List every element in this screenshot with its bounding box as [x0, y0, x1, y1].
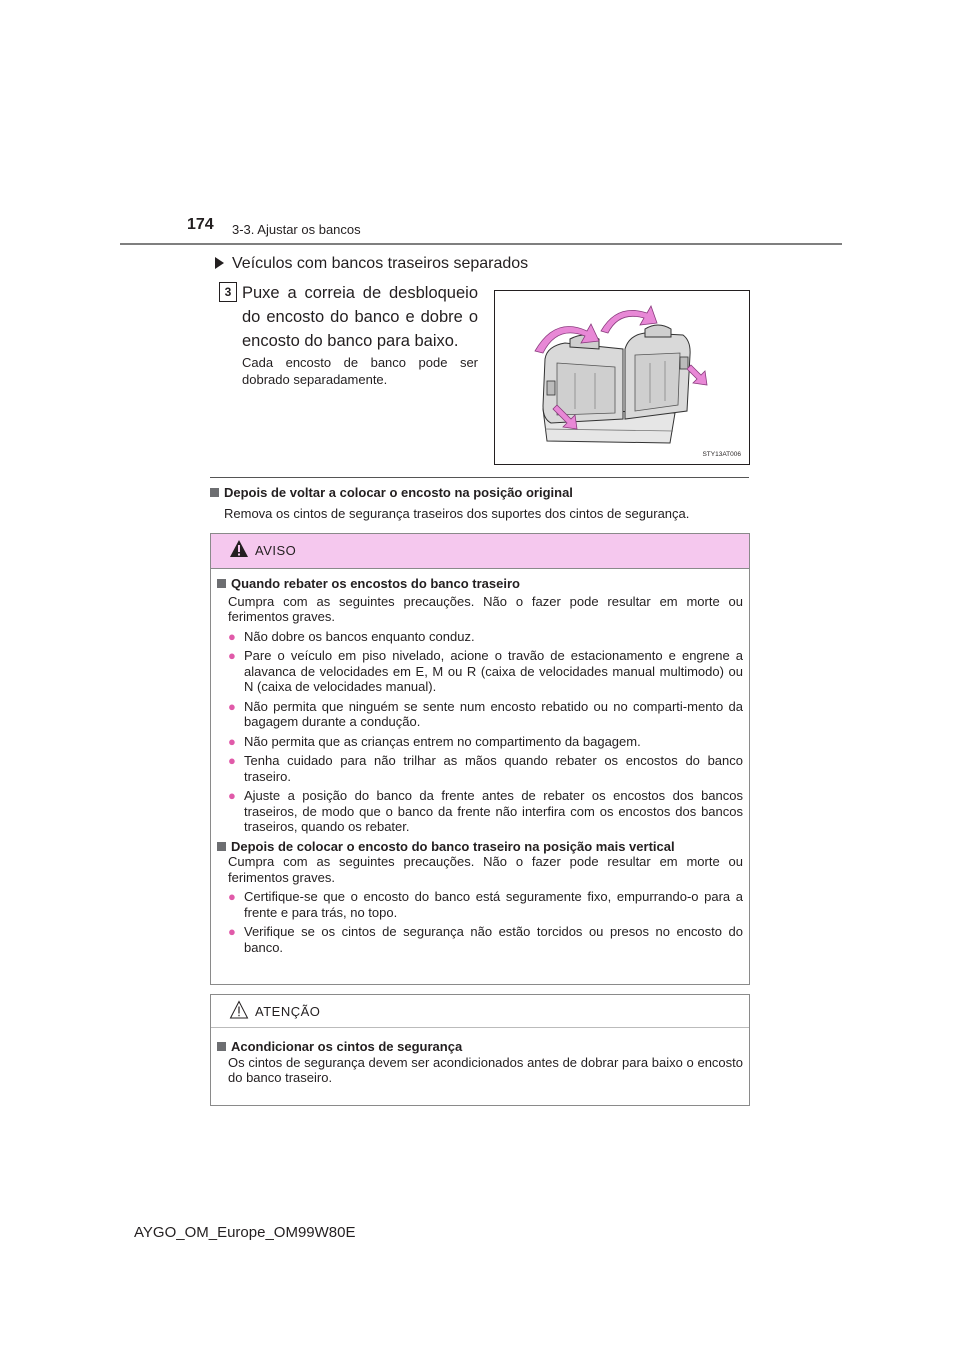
warning-bullet: ● Ajuste a posição do banco da frente antes de rebater os encostos dos bancos traseiros, de modo que o banco da frente não interfira com os encostos dos bancos traseiros, quando os rebater. — [228, 788, 743, 834]
caution-text: Os cintos de segurança devem ser acondicionados antes de dobrar para baixo o encosto do banco traseiro. — [228, 1054, 743, 1085]
vehicle-variant-text: Veículos com bancos traseiros separados — [232, 255, 529, 272]
warning-bullet: ● Verifique se os cintos de segurança não estão torcidos ou presos no encosto do banco. — [228, 924, 743, 955]
page-number: 174 — [187, 216, 214, 233]
warning-section-intro: Cumpra com as seguintes precauções. Não o fazer pode resultar em morte ou ferimentos graves. — [228, 854, 743, 885]
warning-box — [210, 533, 750, 985]
bullet-dot-icon: ● — [228, 698, 236, 714]
document-code: AYGO_OM_Europe_OM99W80E — [134, 1224, 356, 1241]
warning-bullet: ● Não permita que ninguém se sente num encosto rebatido ou no comparti-mento da bagagem durante a condução. — [228, 698, 743, 729]
warning-bullet: ● Tenha cuidado para não trilhar as mãos quando rebater os encostos do banco traseiro. — [228, 753, 743, 784]
warning-bullet: ● Não permita que as crianças entrem no compartimento da bagagem. — [228, 733, 641, 749]
bullet-dot-icon: ● — [228, 733, 236, 749]
bullet-dot-icon: ● — [228, 788, 236, 803]
step-number-badge: 3 — [219, 282, 237, 302]
step-note: Cada encosto de banco pode ser dobrado separadamente. — [242, 355, 478, 387]
figure-code: STY13AT006 — [702, 451, 741, 458]
warning-bullet: ● Pare o veículo em piso nivelado, acione o travão de estacionamento e engrene a alavanca de velocidades em E, M ou R (caixa de velocidades manual multimodo) ou N (caixa de velocidades manual). — [228, 648, 743, 694]
step-instruction: Puxe a correia de desbloqueio do encosto do banco e dobre o encosto do banco para baixo. — [242, 284, 478, 350]
caution-triangle-icon — [229, 1000, 249, 1020]
warning-triangle-icon — [229, 539, 249, 559]
square-bullet-icon — [210, 488, 219, 497]
bullet-dot-icon: ● — [228, 648, 236, 663]
caution-title: ATENÇÃO — [255, 1004, 321, 1019]
warning-section-heading: Quando rebater os encostos do banco traseiro — [217, 576, 743, 592]
bullet-dot-icon: ● — [228, 753, 236, 768]
header-divider — [120, 243, 842, 245]
warning-header — [211, 534, 749, 569]
triangle-bullet-icon — [215, 257, 224, 269]
warning-section-1 — [217, 576, 743, 955]
caution-box — [210, 994, 750, 1106]
note-heading-text: Depois de voltar a colocar o encosto na posição original — [224, 485, 573, 500]
caution-body — [217, 1039, 743, 1086]
warning-bullet: ● Não dobre os bancos enquanto conduz. — [228, 628, 475, 644]
square-bullet-icon — [217, 579, 226, 588]
square-bullet-icon — [217, 842, 226, 851]
warning-section-heading: Depois de colocar o encosto do banco traseiro na posição mais vertical — [217, 839, 743, 855]
vehicle-variant-heading — [215, 255, 528, 273]
warning-title: AVISO — [255, 543, 297, 558]
square-bullet-icon — [217, 1042, 226, 1051]
note-text: Remova os cintos de segurança traseiros dos suportes dos cintos de segurança. — [224, 506, 690, 521]
section-title: 3-3. Ajustar os bancos — [232, 222, 361, 237]
bullet-dot-icon: ● — [228, 924, 236, 939]
note-heading — [210, 485, 573, 500]
warning-section-intro: Cumpra com as seguintes precauções. Não o fazer pode resultar em morte ou ferimentos graves. — [228, 593, 743, 624]
rear-seat-drawing — [495, 291, 749, 464]
caution-heading: Acondicionar os cintos de segurança — [217, 1039, 743, 1055]
bullet-dot-icon: ● — [228, 889, 236, 904]
warning-bullet: ● Certifique-se que o encosto do banco está seguramente fixo, empurrando-o para a frente e para trás, no topo. — [228, 889, 743, 920]
section-divider — [210, 477, 749, 478]
bullet-dot-icon: ● — [228, 628, 236, 644]
caution-header — [211, 995, 749, 1028]
seat-fold-illustration — [494, 290, 750, 465]
